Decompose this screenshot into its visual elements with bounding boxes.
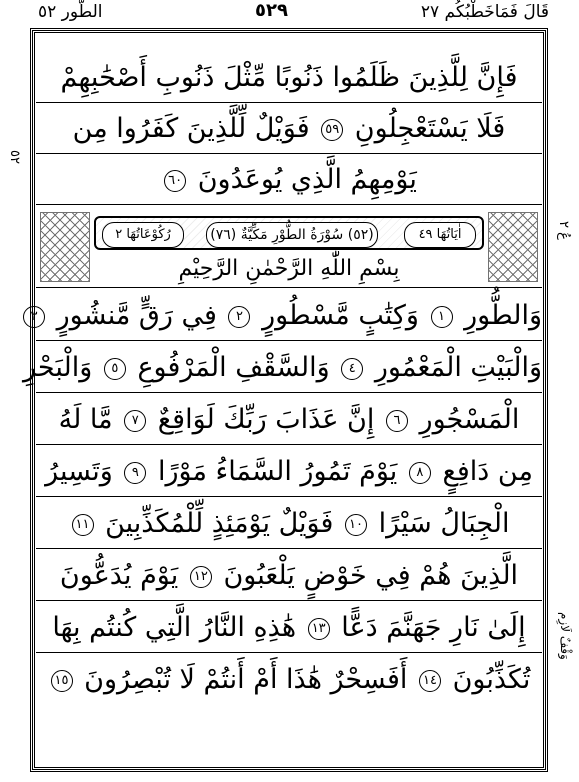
ayah-marker: ١٠ <box>345 514 367 536</box>
verse-text: الْمَسْجُورِ <box>419 404 520 435</box>
verse-text: يَوْمَ تَمُورُ السَّمَاءُ مَوْرًا <box>157 456 398 487</box>
surah-margin-mark: ٥٢ <box>7 150 22 164</box>
ayah-marker: ٥٩ <box>321 119 343 141</box>
text-line-10 <box>36 602 542 653</box>
verse-text: فِي رَقٍّ مَّنشُورٍ <box>56 300 217 331</box>
ayah-marker: ١٥ <box>51 670 73 692</box>
verse-text: وَكِتَٰبٍ مَّسْطُورٍ <box>262 300 419 331</box>
verse-text: وَالْبَحْرِ <box>23 352 93 383</box>
verse-text: تُكَذِّبُونَ <box>452 664 531 695</box>
page-number: ٥٢٩ <box>255 0 288 21</box>
surah-header <box>36 206 542 288</box>
bismillah: بِسْمِ اللّٰهِ الرَّحْمٰنِ الرَّحِيْمِ <box>178 256 400 281</box>
ayah-marker: ١٣ <box>308 618 330 640</box>
verse-text: فَوَيْلٌ لِّلَّذِينَ كَفَرُوا مِن <box>72 113 310 144</box>
text-line-7 <box>36 446 542 497</box>
ayah-marker: ٦٠ <box>164 170 186 192</box>
text-line-2 <box>36 103 542 154</box>
verse-text: أَفَسِحْرٌ هَٰذَا أَمْ أَنتُمْ لَا تُبْصِرُونَ <box>84 664 408 695</box>
page-header <box>0 0 579 30</box>
text-line-3 <box>36 154 542 205</box>
ayah-marker: ٢ <box>228 306 250 328</box>
text-line-8 <box>36 498 542 549</box>
text-line-1 <box>36 52 542 103</box>
verse-text: إِنَّ عَذَابَ رَبِّكَ لَوَاقِعٌ <box>157 404 375 435</box>
verse-text: وَالسَّقْفِ الْمَرْفُوعِ <box>137 352 330 383</box>
ayah-marker: ٣ <box>23 306 45 328</box>
ayah-marker: ٤ <box>341 358 363 380</box>
waqf-margin-note: وَقْفٌ لَازِم <box>558 612 572 660</box>
verse-text: هَٰذِهِ النَّارُ الَّتِي كُنتُم بِهَا <box>52 612 297 643</box>
verse-text: وَالْبَيْتِ الْمَعْمُورِ <box>374 352 542 383</box>
ayah-marker: ٩ <box>124 462 146 484</box>
verse-text: إِلَىٰ نَارِ جَهَنَّمَ دَعًّا <box>341 612 526 643</box>
ruku-margin-mark: عُ ٢ <box>556 221 571 240</box>
ayah-marker: ٥ <box>104 358 126 380</box>
verse-text: فَإِنَّ لِلَّذِينَ ظَلَمُوا ذَنُوبًا مِّثْلَ ذَنُوبِ أَصْحَٰبِهِمْ <box>60 62 518 93</box>
verse-text: وَالطُّورِ <box>464 300 542 331</box>
surah-title-band <box>94 216 484 250</box>
juz-name-header: قَالَ فَمَاخَطْبُكُم ٢٧ <box>420 2 549 22</box>
verse-text: وَتَسِيرُ <box>45 456 113 487</box>
verse-text: مِن دَافِعٍ <box>442 456 533 487</box>
ruku-count: رُكُوْعَاتُهَا ٢ <box>102 222 184 248</box>
text-line-6 <box>36 394 542 445</box>
ayah-marker: ١١ <box>72 514 94 536</box>
ayah-marker: ١٢ <box>190 566 212 588</box>
ayah-marker: ٦ <box>386 410 408 432</box>
surah-name-header: الطُّور ٥٢ <box>38 2 103 22</box>
ayah-marker: ١٤ <box>419 670 441 692</box>
surah-title: (٥٢) سُوْرَةُ الطُّوْرِ مَكِّيَّةٌ (٧٦) <box>206 222 378 248</box>
ornament-right-icon <box>488 212 538 282</box>
verse-text: الَّذِينَ هُمْ فِي خَوْضٍ يَلْعَبُونَ <box>223 560 519 591</box>
ornament-left-icon <box>40 212 90 282</box>
verse-text: مَّا لَهُ <box>58 404 113 435</box>
text-line-9 <box>36 550 542 601</box>
ayah-marker: ١ <box>431 306 453 328</box>
text-line-5 <box>23 342 542 393</box>
text-line-11 <box>36 654 542 705</box>
ayah-marker: ٧ <box>124 410 146 432</box>
verse-text: فَوَيْلٌ يَوْمَئِذٍ لِّلْمُكَذِّبِينَ <box>105 508 334 539</box>
verse-text: الْجِبَالُ سَيْرًا <box>378 508 510 539</box>
text-line-4 <box>30 290 542 341</box>
ayah-marker: ٨ <box>409 462 431 484</box>
ayat-count: اٰيَاتُهَا ٤٩ <box>404 222 476 248</box>
verse-text: فَلَا يَسْتَعْجِلُونِ <box>354 113 506 144</box>
verse-text: يَوْمَ يُدَعُّونَ <box>59 560 179 591</box>
verse-text: يَوْمِهِمُ الَّذِي يُوعَدُونَ <box>197 164 417 195</box>
